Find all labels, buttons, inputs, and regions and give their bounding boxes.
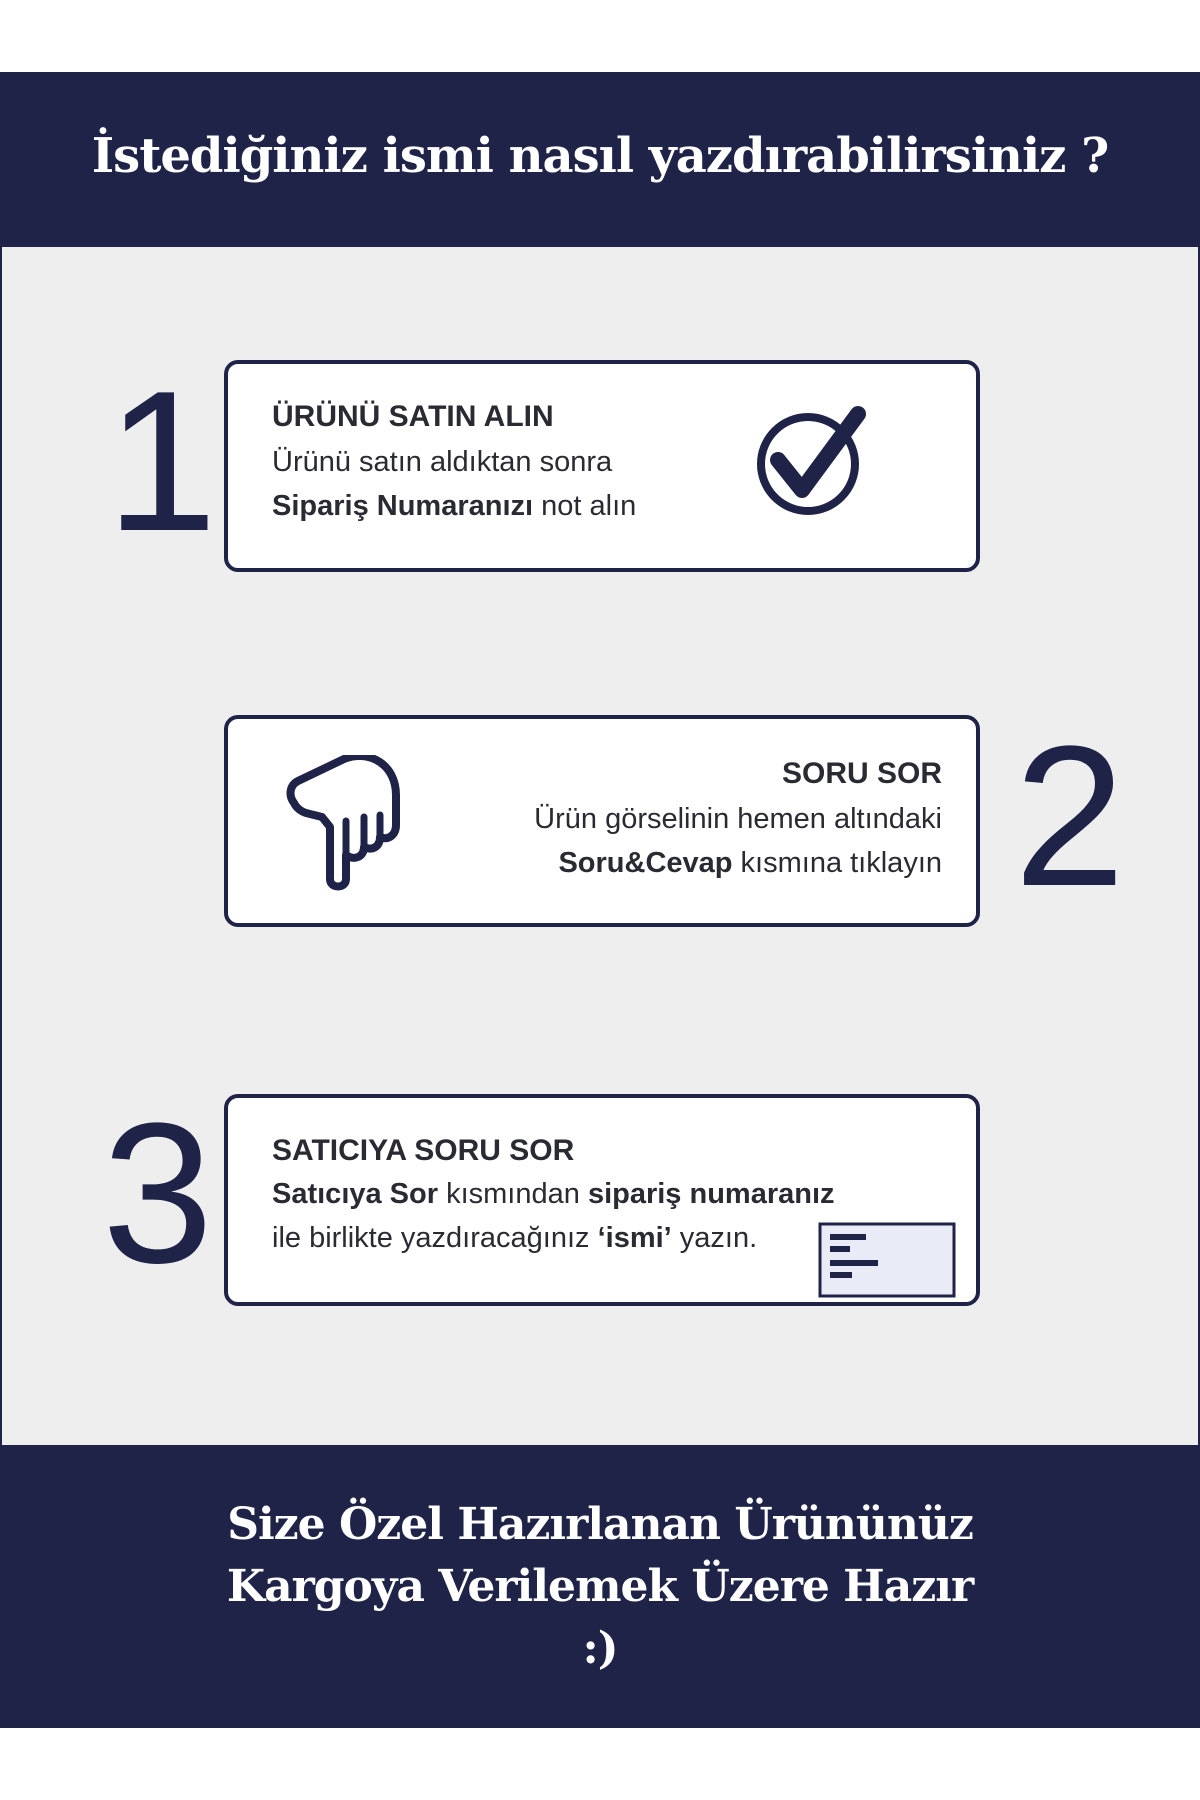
step-text-line: Ürün görselinin hemen altındaki <box>534 803 942 835</box>
step-text-line <box>272 490 636 523</box>
poster <box>0 72 1200 1728</box>
step-text-rest: kısmına tıklayın <box>732 847 942 879</box>
step-card-1 <box>224 360 980 572</box>
step-text-bold: Sipariş Numaranızı <box>272 490 534 522</box>
step-text-rest: kısmından <box>438 1178 588 1210</box>
step-text-bold: Soru&Cevap <box>558 847 733 879</box>
text-form-icon <box>818 1222 958 1302</box>
step-text-bold: ‘ismi’ <box>597 1222 672 1254</box>
step-card-2 <box>224 715 980 927</box>
footer-line: Size Özel Hazırlanan Ürününüz <box>227 1498 973 1550</box>
checkmark-circle-icon <box>754 398 874 518</box>
footer-smiley: :) <box>582 1622 618 1674</box>
pointing-hand-icon <box>284 755 404 895</box>
step-title: SATICIYA SORU SOR <box>272 1134 575 1167</box>
step-text-line <box>272 1178 835 1211</box>
step-title: ÜRÜNÜ SATIN ALIN <box>272 400 554 433</box>
step-text-rest: not alın <box>533 490 637 522</box>
step-number-3: 3 <box>102 1082 214 1305</box>
step-text-line <box>558 847 942 880</box>
step-title: SORU SOR <box>781 757 942 790</box>
footer-line: Kargoya Verilemek Üzere Hazır <box>226 1560 974 1612</box>
footer-banner <box>2 1445 1198 1728</box>
step-number-2: 2 <box>1014 705 1126 928</box>
step-text-line: Ürünü satın aldıktan sonra <box>272 446 613 478</box>
page-title: İstediğiniz ismi nasıl yazdırabilirsiniz ? <box>91 127 1109 184</box>
step-text-rest: ile birlikte yazdıracağınız <box>272 1222 598 1254</box>
step-card-3 <box>224 1094 980 1306</box>
step-number-1: 1 <box>106 350 218 573</box>
step-text-rest: yazın. <box>671 1222 758 1254</box>
step-text-bold: sipariş numaranız <box>587 1178 835 1210</box>
step-text-line <box>272 1222 757 1255</box>
step-text-bold: Satıcıya Sor <box>272 1178 439 1210</box>
header-banner <box>2 72 1198 247</box>
